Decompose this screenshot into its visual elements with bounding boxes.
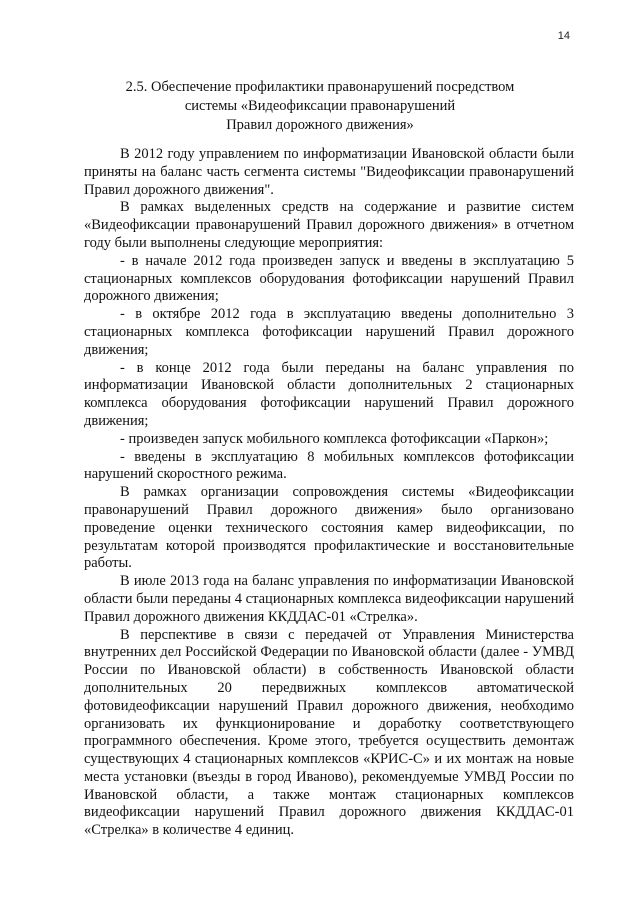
paragraph: В рамках организации сопровождения системы «Видеофиксации правонарушений Правил дорожного движения» было организовано проведение оценки технического состояния камер видеофиксации, по результатам которой производятся профилактические и восстановительные работы. [84,484,574,572]
list-item: - в начале 2012 года произведен запуск и введены в эксплуатацию 5 стационарных комплексов оборудования фотофиксации нарушений Правил дорожного движения; [84,252,574,305]
heading-line: 2.5. Обеспечение профилактики правонарушений посредством [125,79,515,95]
paragraph: В рамках выделенных средств на содержание и развитие систем «Видеофиксации правонарушений Правил дорожного движения» в отчетном году были выполнены следующие мероприятия: [84,199,574,251]
list-item: - в конце 2012 года были переданы на баланс управления по информатизации Ивановской области дополнительных 2 стационарных комплекса оборудования фотофиксации нарушений Правил дорожного движения; [84,359,574,429]
heading-line: системы «Видеофиксации правонарушений [184,98,456,114]
section-heading [70,78,570,135]
paragraph: В июле 2013 года на баланс управления по информатизации Ивановской области были переданы 4 стационарных комплекса видеофиксации нарушений Правил дорожного движения ККДДАС-01 «Стрелка». [84,573,574,625]
paragraph: В 2012 году управлением по информатизации Ивановской области были приняты на баланс часть сегмента системы "Видеофиксации правонарушений Правил дорожного движения". [84,146,574,198]
page-number: 14 [557,30,570,42]
list-item: - в октябре 2012 года в эксплуатацию введены дополнительно 3 стационарных комплекса фотофиксации нарушений Правил дорожного движения; [84,306,574,358]
list-item: - произведен запуск мобильного комплекса фотофиксации «Паркон»; [120,430,549,447]
body-text [84,146,574,840]
heading-line: Правил дорожного движения» [226,117,414,133]
paragraph: В перспективе в связи с передачей от Управления Министерства внутренних дел Российской Федерации по Ивановской области (далее - УМВД России по Ивановской области) в собственность Ивановской области дополнительных 20 передвижных комплексов автоматической фотовидеофиксации нарушений Правил дорожного движения, необходимо организовать их функционирование и доработку соответствующего программного обеспечения. Кроме этого, требуется осуществить демонтаж существующих 4 стационарных комплексов «КРИС-С» и их монтаж на новые места установки (въезды в город Иваново), рекомендуемые УМВД России по Ивановской области, а также монтаж стационарных комплексов видеофиксации нарушений Правил дорожного движения ККДДАС-01 «Стрелка» в количестве 4 единиц. [84,626,574,839]
list-item: - введены в эксплуатацию 8 мобильных комплексов фотофиксации нарушений скоростного режима. [84,448,574,483]
